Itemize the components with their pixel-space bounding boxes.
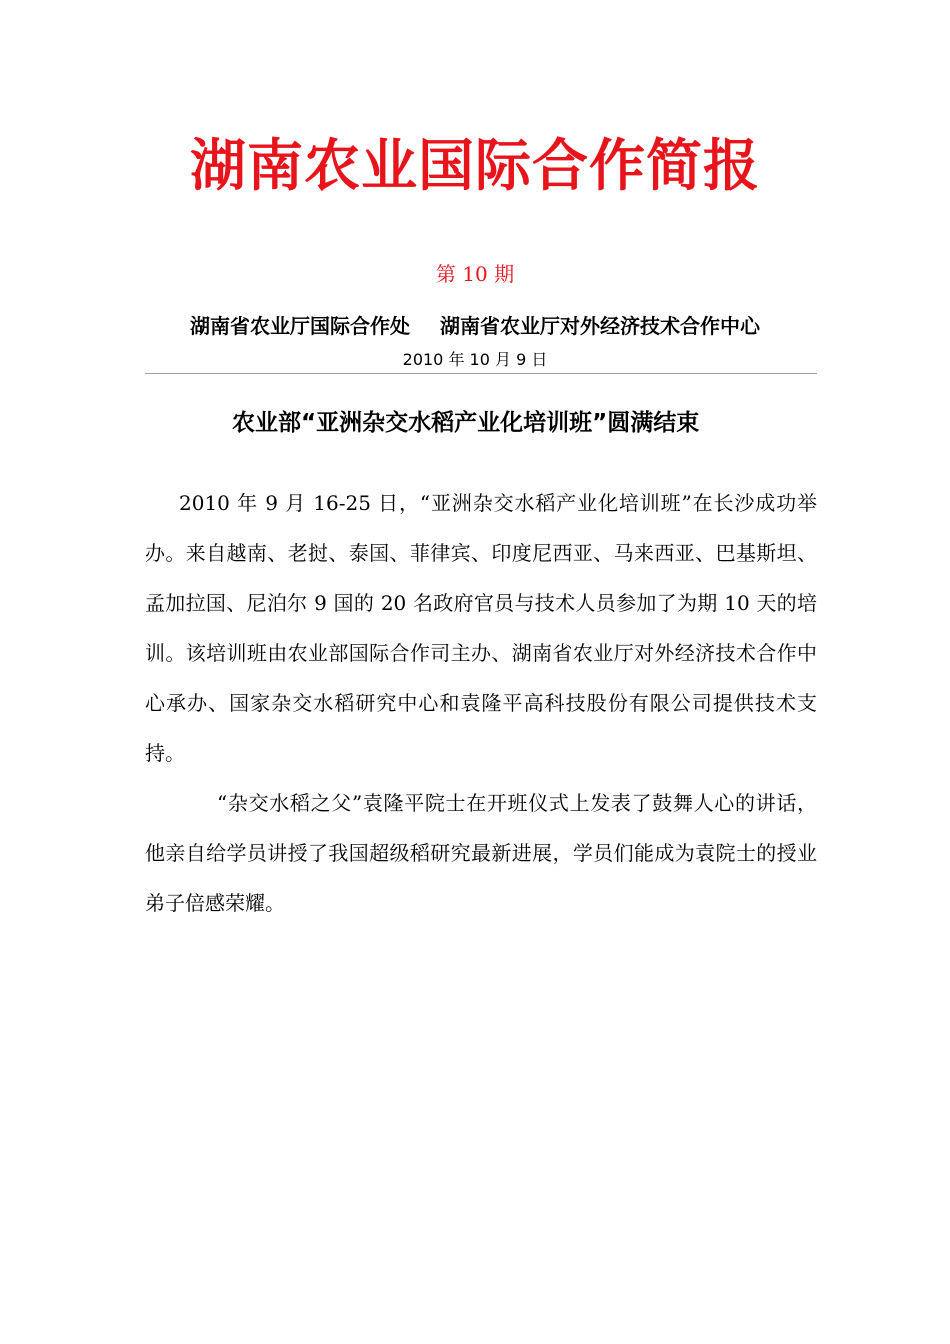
article-body bbox=[145, 478, 817, 928]
article-paragraph: 2010 年 9 月 16-25 日，“亚洲杂交水稻产业化培训班”在长沙成功举办。来自越南、老挝、泰国、菲律宾、印度尼西亚、马来西亚、巴基斯坦、孟加拉国、尼泊尔 9 国的 20 名政府官员与技术人员参加了为期 10 天的培训。该培训班由农业部国际合作司主办、湖南省农业厅对外经济技术合作中心承办、国家杂交水稻研究中心和袁隆平高科技股份有限公司提供技术支持。 bbox=[145, 491, 817, 765]
article-title: 农业部“亚洲杂交水稻产业化培训班”圆满结束 bbox=[232, 410, 700, 436]
newsletter-title: 湖南农业国际合作简报 bbox=[190, 134, 760, 199]
publisher-foreign-economic-center: 湖南省农业厅对外经济技术合作中心 bbox=[440, 314, 760, 338]
issue-number: 第 10 期 bbox=[435, 262, 515, 286]
article-paragraph: “杂交水稻之父”袁隆平院士在开班仪式上发表了鼓舞人心的讲话，他亲自给学员讲授了我国超级稻研究最新进展，学员们能成为袁院士的授业弟子倍感荣耀。 bbox=[145, 791, 817, 915]
publisher-international-cooperation-office: 湖南省农业厅国际合作处 bbox=[190, 314, 410, 338]
publication-date: 2010 年 10 月 9 日 bbox=[402, 350, 548, 369]
publishers-line bbox=[0, 312, 950, 340]
header-divider bbox=[145, 373, 817, 374]
